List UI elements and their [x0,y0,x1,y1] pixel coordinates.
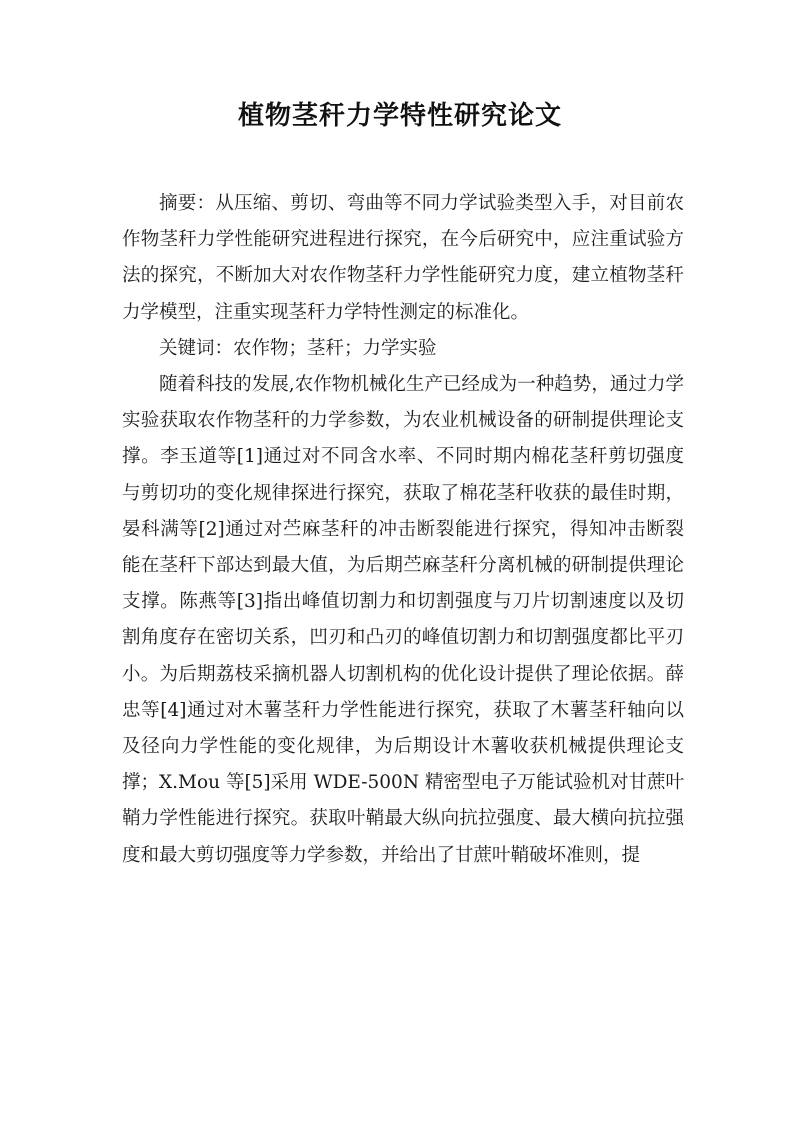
abstract-paragraph: 摘要：从压缩、剪切、弯曲等不同力学试验类型入手，对目前农作物茎秆力学性能研究进程进行探究，在今后研究中，应注重试验方法的探究，不断加大对农作物茎秆力学性能研究力度，建立植物茎秆力学模型，注重实现茎秆力学特性测定的标准化。 [122,193,684,323]
document-body [122,186,684,874]
body-paragraph: 随着科技的发展,农作物机械化生产已经成为一种趋势，通过力学实验获取农作物茎秆的力学参数，为农业机械设备的研制提供理论支撑。李玉道等[1]通过对不同含水率、不同时期内棉花茎秆剪切强度与剪切功的变化规律探进行探究，获取了棉花茎秆收获的最佳时期，晏科满等[2]通过对苎麻茎秆的冲击断裂能进行探究，得知冲击断裂能在茎秆下部达到最大值，为后期苎麻茎秆分离机械的研制提供理论支撑。陈燕等[3]指出峰值切割力和切割强度与刀片切割速度以及切割角度存在密切关系，凹刃和凸刃的峰值切割力和切割强度都比平刃小。为后期荔枝采摘机器人切割机构的优化设计提供了理论依据。薛忠等[4]通过对木薯茎秆力学性能进行探究，获取了木薯茎秆轴向以及径向力学性能的变化规律，为后期设计木薯收获机械提供理论支撑；X.Mou 等[5]采用 WDE-500N 精密型电子万能试验机对甘蔗叶鞘力学性能进行探究。获取叶鞘最大纵向抗拉强度、最大横向抗拉强度和最大剪切强度等力学参数，并给出了甘蔗叶鞘破坏准则，提 [122,374,684,866]
keywords-paragraph: 关键词：农作物；茎秆；力学实验 [159,337,437,359]
document-title: 植物茎秆力学特性研究论文 [237,101,562,131]
